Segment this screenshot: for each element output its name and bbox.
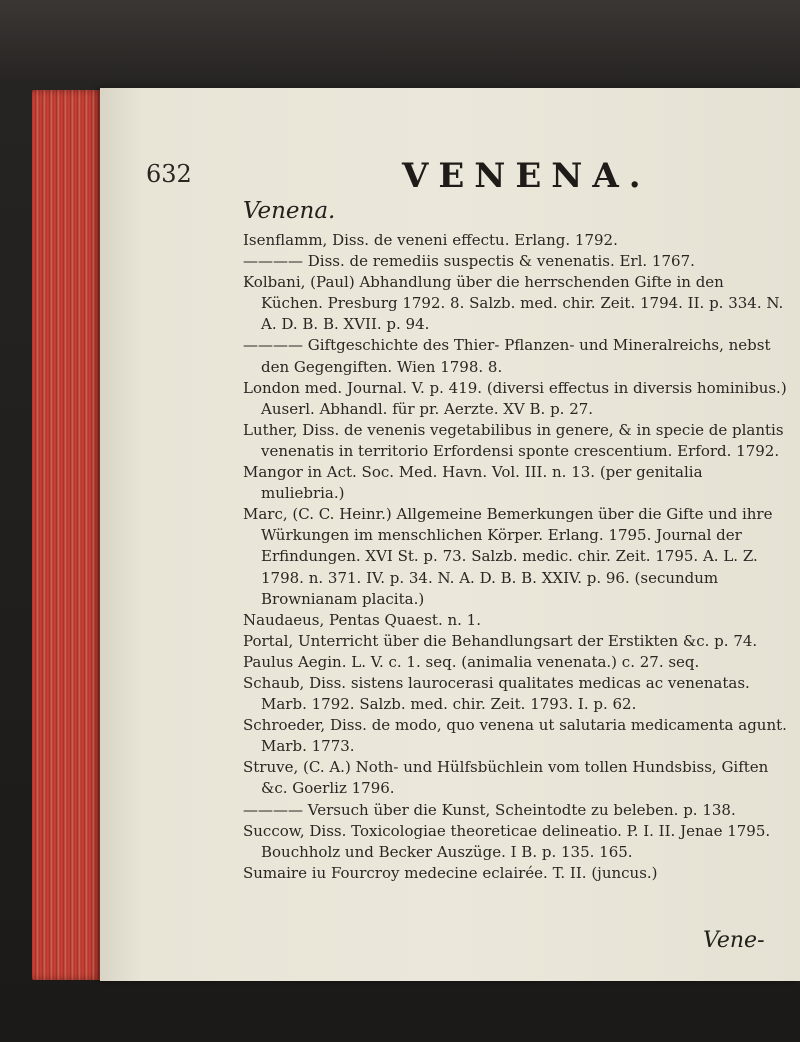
- bibliography-entry: Succow, Diss. Toxicologiae theoreticae delineatio. P. I. II. Jenae 1795. Bouchholz und Becker Auszüge. I B. p. 135. 165.: [243, 821, 771, 861]
- bibliography-entry: Naudaeus, Pentas Quaest. n. 1.: [243, 610, 481, 629]
- bibliography-entry: Schaub, Diss. sistens laurocerasi qualitates medicas ac venenatas. Marb. 1792. Salzb. med. chir. Zeit. 1793. I. p. 62.: [243, 673, 750, 714]
- catchword: Vene-: [703, 928, 765, 953]
- bibliography-entry: London med. Journal. V. p. 419. (diversi effectus in diversis hominibus.) Auserl. Abhandl. für pr. Aerzte. XV B. p. 27.: [243, 378, 787, 418]
- bibliography-entry: Mangor in Act. Soc. Med. Havn. Vol. III. n. 13. (per genitalia muliebria.): [243, 463, 703, 503]
- bibliography-entry: Luther, Diss. de venenis vegetabilibus in genere, & in specie de plantis venenatis in territorio Erfordensi sponte crescentium. Erford. 1792.: [243, 420, 784, 460]
- bibliography-entry: ———— Diss. de remediis suspectis & venenatis. Erl. 1767.: [243, 252, 695, 271]
- bibliography-entry: ———— Giftgeschichte des Thier- Pflanzen- und Mineralreichs, nebst den Gegengiften. Wien 1798. 8.: [243, 336, 771, 376]
- bibliography-entry: Struve, (C. A.) Noth- und Hülfsbüchlein vom tollen Hundsbiss, Giften &c. Goerliz 1796.: [243, 758, 769, 798]
- bibliography-entry: Schroeder, Diss. de modo, quo venena ut salutaria medicamenta agunt. Marb. 1773.: [243, 716, 787, 756]
- bibliography-entry: Marc, (C. C. Heinr.) Allgemeine Bemerkungen über die Gifte und ihre Würkungen im menschlichen Körper. Erlang. 1795. Journal der Erfindungen. XVI St. p. 73. Salzb. medic. chir. Zeit. 1795. A. L. Z. 1798. n. 371. IV. p. 34. N. A. D. B. B. XXIV. p. 96. (secundum Brownianam placita.): [243, 505, 773, 608]
- bibliography-entry: Portal, Unterricht über die Behandlungsart der Erstikten &c. p. 74.: [243, 631, 758, 650]
- bibliography-entry: Paulus Aegin. L. V. c. 1. seq. (animalia venenata.) c. 27. seq.: [243, 652, 700, 671]
- bibliography-list: [243, 230, 788, 884]
- bibliography-entry: Sumaire iu Fourcroy medecine eclairée. T. II. (juncus.): [243, 863, 658, 882]
- bibliography-entry: Isenflamm, Diss. de veneni effectu. Erlang. 1792.: [243, 231, 618, 249]
- bibliography-entry: ———— Versuch über die Kunst, Scheintodte zu beleben. p. 138.: [243, 800, 736, 819]
- section-title: Venena.: [243, 198, 336, 224]
- bibliography-entry: Kolbani, (Paul) Abhandlung über die herrschenden Gifte in den Küchen. Presburg 1792. 8. Salzb. med. chir. Zeit. 1794. II. p. 334. N. A. D. B. B. XVII. p. 94.: [243, 273, 784, 334]
- running-head: VENENA.: [402, 156, 651, 196]
- book-page-edges: [32, 90, 108, 980]
- page-number: 632: [146, 160, 192, 188]
- page-header: [146, 156, 776, 196]
